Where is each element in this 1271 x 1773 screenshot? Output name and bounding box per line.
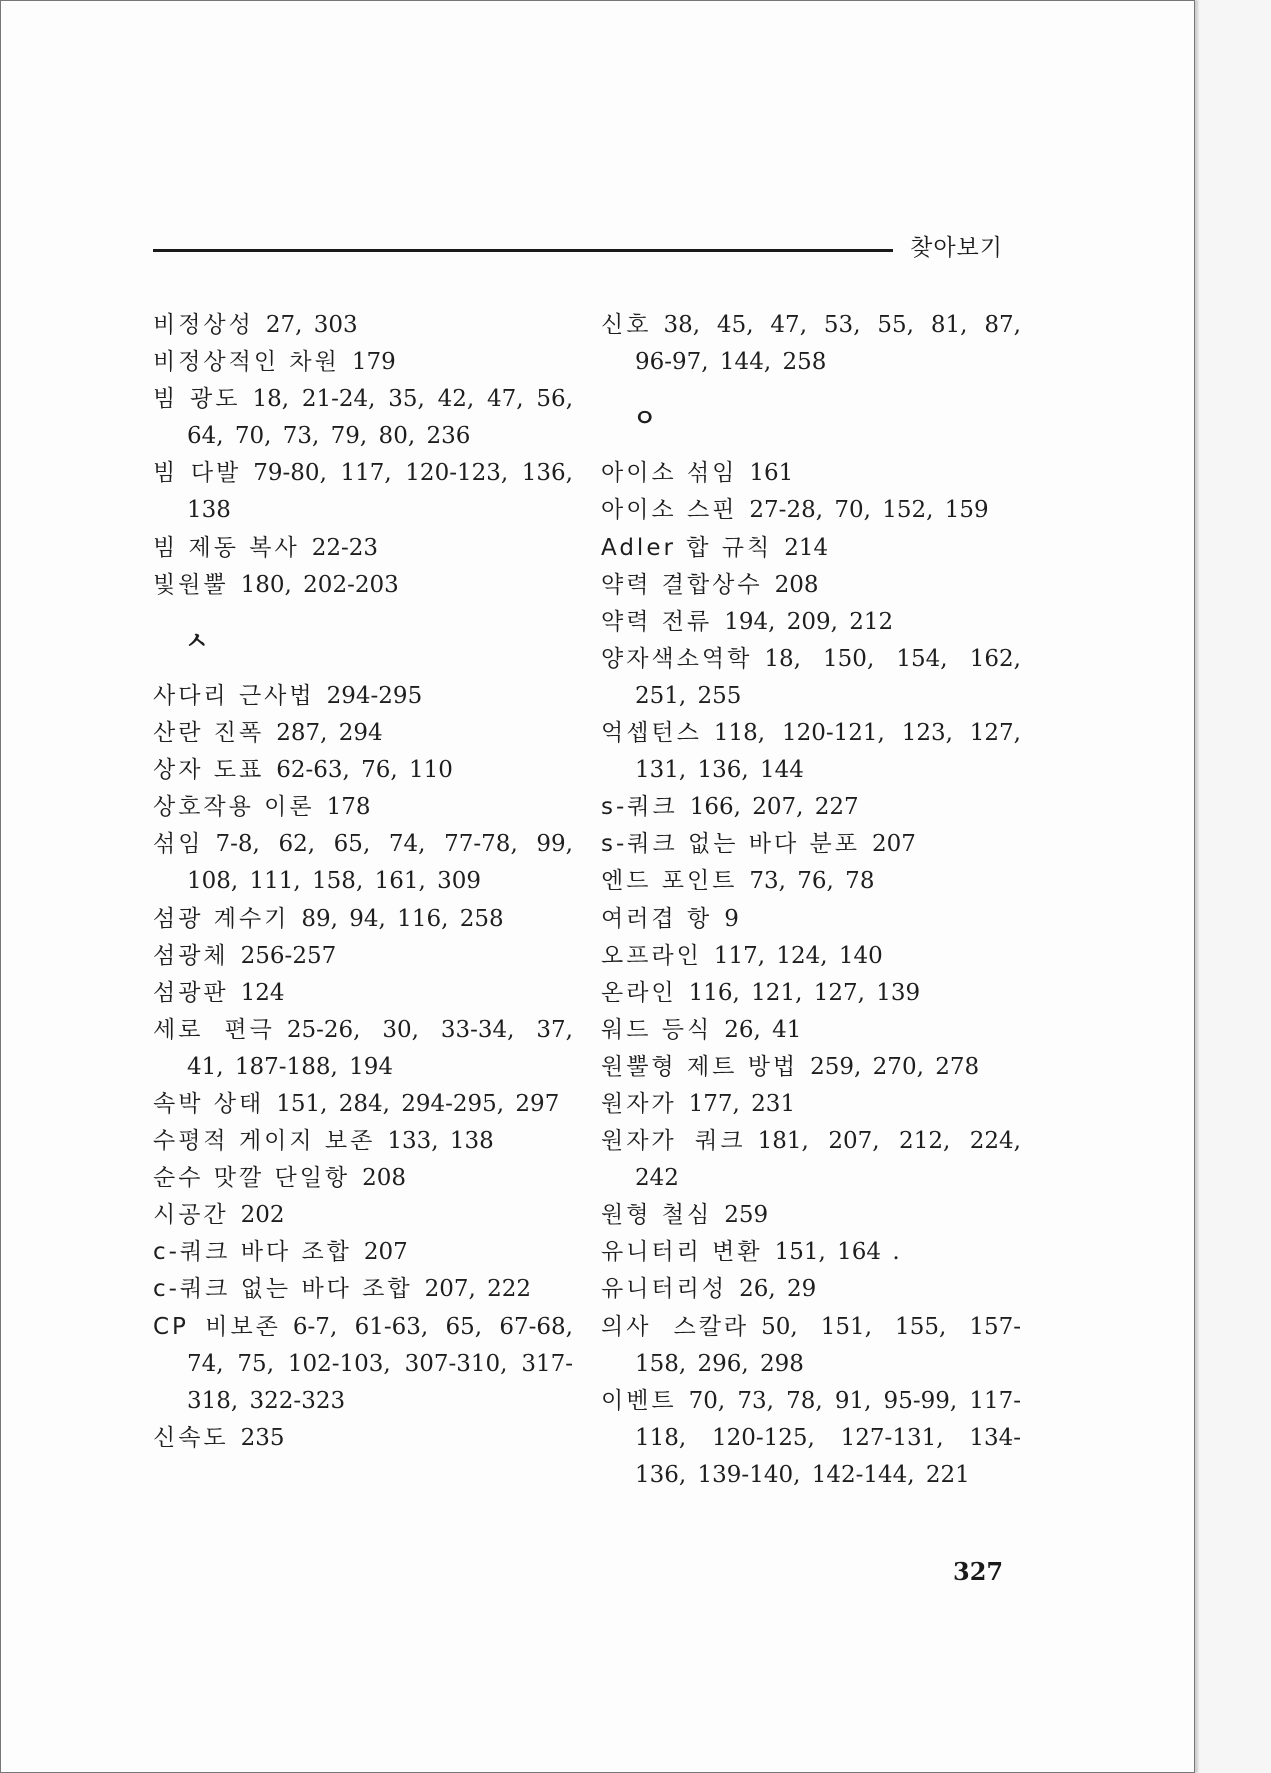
- index-entry: [153, 715, 573, 752]
- index-page-refs: 166, 207, 227: [689, 794, 859, 821]
- index-entry: [601, 1012, 1021, 1049]
- index-page-refs: 6-7, 61-63, 65, 67-68, 74, 75, 102-103, 307-310, 317-318, 322-323: [187, 1313, 573, 1414]
- index-entry: [153, 455, 573, 529]
- index-entry: [153, 1309, 573, 1420]
- index-entry: [153, 1123, 573, 1160]
- index-entry: [153, 307, 573, 344]
- index-entry: [601, 901, 1021, 938]
- index-term: 원자가 쿼크: [601, 1128, 746, 1155]
- index-page-refs: 18, 21-24, 35, 42, 47, 56, 64, 70, 73, 79, 80, 236: [187, 386, 574, 450]
- index-entry: [153, 1271, 573, 1308]
- index-term: 엔드 포인트: [601, 868, 738, 895]
- index-entry: [153, 1197, 573, 1234]
- index-page-refs: 62-63, 76, 110: [276, 757, 453, 784]
- index-entry: [153, 789, 573, 826]
- index-page-refs: 181, 207, 212, 224, 242: [635, 1128, 1021, 1192]
- index-page-refs: 73, 76, 78: [749, 868, 875, 895]
- index-term: 아이소 스핀: [601, 497, 738, 524]
- index-entry: [153, 1234, 573, 1271]
- index-term: Adler 합 규칙: [601, 534, 773, 561]
- index-term: 상자 도표: [153, 757, 265, 784]
- index-term: CP 비보존: [153, 1313, 281, 1340]
- index-page-refs: 38, 45, 47, 53, 55, 81, 87, 96-97, 144, 258: [635, 312, 1021, 376]
- index-entry: [153, 344, 573, 381]
- index-page-refs: 70, 73, 78, 91, 95-99, 117-118, 120-125, 127-131, 134-136, 139-140, 142-144, 221: [635, 1387, 1021, 1488]
- index-entry: [153, 901, 573, 938]
- index-column-left: [153, 307, 573, 1457]
- index-term: 빔 다발: [153, 460, 242, 487]
- index-term: 유니터리성: [601, 1276, 728, 1303]
- index-term: 이벤트: [601, 1387, 677, 1414]
- index-column-right: [601, 307, 1021, 1494]
- index-entry: [601, 1309, 1021, 1383]
- index-entry: [153, 1160, 573, 1197]
- index-entry: [601, 715, 1021, 789]
- index-page-refs: 116, 121, 127, 139: [688, 979, 921, 1006]
- index-term: 원뿔형 제트 방법: [601, 1053, 799, 1080]
- index-entry: [153, 752, 573, 789]
- index-term: 시공간: [153, 1202, 229, 1229]
- index-term: 세로 편극: [153, 1016, 275, 1043]
- index-term: 양자색소역학: [601, 645, 753, 672]
- index-page-refs: 208: [774, 571, 819, 598]
- index-page-refs: 151, 284, 294-295, 297: [276, 1090, 560, 1117]
- index-section-heading: ㅅ: [185, 626, 209, 655]
- index-term: 섬광판: [153, 979, 229, 1006]
- index-page-refs: 124: [240, 979, 285, 1006]
- index-page-refs: 207, 222: [424, 1276, 532, 1303]
- index-entry: [601, 1049, 1021, 1086]
- index-term: 약력 결합상수: [601, 571, 763, 598]
- index-term: 온라인: [601, 979, 677, 1006]
- index-page-refs: 180, 202-203: [240, 571, 399, 598]
- index-page-refs: 294-295: [326, 682, 423, 709]
- index-term: 유니터리 변환: [601, 1239, 763, 1266]
- index-page-refs: 177, 231: [688, 1090, 796, 1117]
- index-term: c-쿼크 바다 조합: [153, 1239, 352, 1266]
- page-number: 327: [953, 1557, 1004, 1586]
- index-page-refs: 259: [724, 1202, 769, 1229]
- index-term: 원형 철심: [601, 1202, 713, 1229]
- index-page-refs: 256-257: [240, 942, 337, 969]
- index-term: 신호: [601, 312, 652, 338]
- index-page-refs: 118, 120-121, 123, 127, 131, 136, 144: [635, 720, 1021, 784]
- index-entry: [601, 567, 1021, 604]
- index-page-refs: 25-26, 30, 33-34, 37, 41, 187-188, 194: [187, 1016, 573, 1080]
- index-entry: [153, 381, 573, 455]
- index-page-refs: 208: [362, 1165, 407, 1192]
- index-entry: [153, 530, 573, 567]
- index-page-refs: 50, 151, 155, 157-158, 296, 298: [635, 1313, 1021, 1377]
- index-term: 비정상적인 차원: [153, 349, 340, 376]
- index-term: 워드 등식: [601, 1016, 713, 1043]
- index-term: 상호작용 이론: [153, 794, 315, 821]
- index-term: c-쿼크 없는 바다 조합: [153, 1276, 413, 1303]
- index-page-refs: 7-8, 62, 65, 74, 77-78, 99, 108, 111, 158, 161, 309: [187, 831, 573, 895]
- index-term: 신속도: [153, 1424, 229, 1451]
- index-page-refs: 161: [749, 460, 794, 487]
- index-page-refs: 117, 124, 140: [713, 942, 883, 969]
- index-page-refs: 287, 294: [276, 720, 383, 747]
- index-page-refs: 214: [784, 534, 829, 561]
- index-entry: [601, 455, 1021, 492]
- index-term: 원자가: [601, 1090, 677, 1117]
- running-header: [153, 229, 1003, 269]
- index-entry: [153, 1420, 573, 1457]
- index-entry: [601, 1271, 1021, 1308]
- index-term: s-쿼크: [601, 794, 678, 821]
- index-term: 비정상성: [153, 312, 254, 338]
- index-entry: [601, 1383, 1021, 1494]
- index-page-refs: 22-23: [311, 534, 379, 561]
- index-page-refs: 27, 303: [265, 312, 358, 338]
- index-page-refs: 133, 138: [387, 1128, 494, 1155]
- index-page-refs: 89, 94, 116, 258: [301, 905, 504, 932]
- index-page-refs: 26, 29: [739, 1276, 817, 1303]
- index-page-refs: 207: [871, 831, 916, 858]
- index-term: 섬광 계수기: [153, 905, 290, 932]
- index-entry: [601, 1234, 1021, 1271]
- index-page-refs: 259, 270, 278: [810, 1053, 980, 1080]
- index-term: 억셉턴스: [601, 720, 702, 747]
- index-term: 속박 상태: [153, 1090, 265, 1117]
- index-term: 순수 맛깔 단일항: [153, 1165, 351, 1192]
- index-page-refs: 18, 150, 154, 162, 251, 255: [635, 645, 1021, 709]
- index-entry: [601, 975, 1021, 1012]
- index-term: 빔 광도: [153, 386, 241, 413]
- index-term: 약력 전류: [601, 608, 713, 635]
- index-entry: [153, 567, 573, 604]
- index-term: 오프라인: [601, 942, 702, 969]
- index-entry: [601, 1123, 1021, 1197]
- header-title: 찾아보기: [910, 235, 1003, 261]
- index-page-refs: 178: [326, 794, 371, 821]
- index-term: 빛원뿔: [153, 571, 229, 598]
- index-page-refs: 79-80, 117, 120-123, 136, 138: [187, 460, 573, 524]
- index-term: 사다리 근사법: [153, 682, 315, 709]
- index-page-refs: 151, 164 .: [774, 1239, 900, 1266]
- header-rule: [153, 249, 893, 252]
- index-term: 섬광체: [153, 942, 229, 969]
- index-entry: [601, 307, 1021, 381]
- index-page-refs: 202: [240, 1202, 285, 1229]
- index-page-refs: 207: [363, 1239, 408, 1266]
- index-entry: [153, 678, 573, 715]
- index-term: 산란 진폭: [153, 720, 265, 747]
- index-entry: [153, 1012, 573, 1086]
- index-page-refs: 27-28, 70, 152, 159: [749, 497, 989, 524]
- index-entry: [601, 530, 1021, 567]
- index-term: 빔 제동 복사: [153, 534, 300, 561]
- index-term: 여러겹 항: [601, 905, 713, 932]
- index-term: 수평적 게이지 보존: [153, 1128, 376, 1155]
- index-entry: [153, 975, 573, 1012]
- index-entry: [601, 826, 1021, 863]
- index-page-refs: 194, 209, 212: [724, 608, 894, 635]
- index-entry: [601, 1086, 1021, 1123]
- index-entry: [153, 938, 573, 975]
- index-term: 섞임: [153, 831, 204, 858]
- index-entry: [601, 604, 1021, 641]
- index-entry: [601, 789, 1021, 826]
- index-entry: [153, 1086, 573, 1123]
- index-section-heading: ㅇ: [633, 404, 657, 433]
- index-entry: [601, 492, 1021, 529]
- index-entry: [601, 938, 1021, 975]
- index-entry: [601, 1197, 1021, 1234]
- index-term: 아이소 섞임: [601, 460, 738, 487]
- index-page-refs: 179: [351, 349, 396, 376]
- index-page-refs: 26, 41: [724, 1016, 802, 1043]
- index-page-refs: 235: [240, 1424, 285, 1451]
- index-page-refs: 9: [724, 905, 739, 932]
- index-term: 의사 스칼라: [601, 1313, 750, 1340]
- index-entry: [601, 863, 1021, 900]
- index-entry: [153, 826, 573, 900]
- index-entry: [601, 641, 1021, 715]
- index-term: s-쿼크 없는 바다 분포: [601, 831, 860, 858]
